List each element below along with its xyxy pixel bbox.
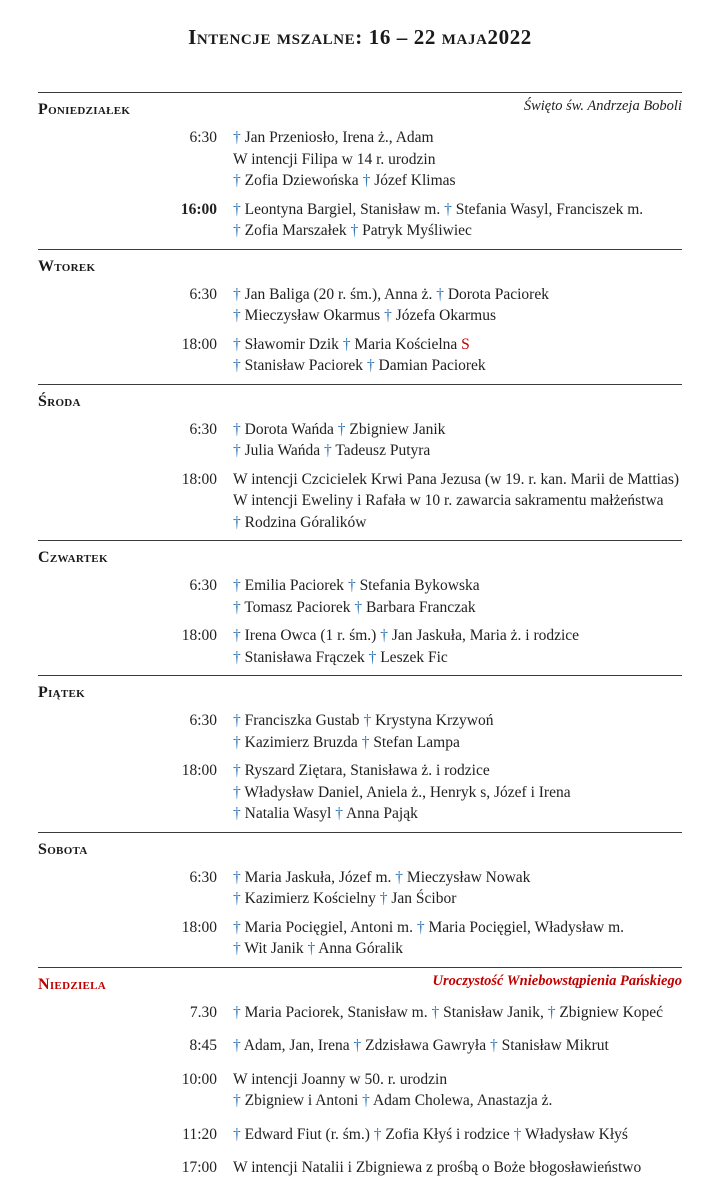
cross-symbol: †	[444, 200, 456, 218]
mass-time: 6:30	[189, 712, 217, 729]
cross-symbol: †	[233, 129, 245, 146]
mass-intentions	[233, 867, 530, 910]
intention-text: Anna Pająk	[345, 805, 418, 822]
mass-entry	[38, 710, 682, 753]
intention-line	[233, 199, 643, 221]
mass-intentions	[233, 1124, 628, 1146]
intention-text: Stefania Bykowska	[359, 577, 480, 594]
mass-entry	[38, 1069, 682, 1112]
intention-text: Barbara Franczak	[365, 598, 476, 616]
intention-line	[233, 355, 486, 377]
day-header	[38, 388, 682, 412]
mass-time: 18:00	[181, 470, 217, 488]
cross-symbol: †	[335, 805, 346, 822]
intention-line	[233, 305, 549, 327]
intention-text: Adam, Jan, Irena	[243, 1037, 354, 1054]
intention-line	[233, 760, 571, 782]
intention-line	[233, 647, 579, 669]
mass-time: 18:00	[181, 918, 217, 936]
day-section-poniedzialek	[38, 92, 682, 249]
cross-symbol: †	[233, 577, 245, 594]
intention-line	[233, 803, 571, 825]
mass-intentions	[233, 1002, 663, 1024]
intention-line	[233, 440, 445, 462]
intention-text: Damian Paciorek	[378, 357, 486, 374]
cross-symbol: †	[233, 307, 245, 324]
mass-entry	[38, 575, 682, 618]
intention-line	[233, 1157, 641, 1179]
intention-text: Jan Baliga (20 r. śm.), Anna ż.	[244, 285, 437, 303]
mass-entry	[38, 625, 682, 668]
intention-text: W intencji Czcicielek Krwi Pana Jezusa (w 19. r. kan. Marii de Mattias)	[233, 470, 680, 488]
mass-time: 7.30	[189, 1003, 217, 1021]
intention-text: W intencji Joanny w 50. r. urodzin	[233, 1070, 448, 1088]
intention-line	[233, 469, 679, 491]
cross-symbol: †	[368, 648, 381, 666]
day-header	[38, 679, 682, 703]
intention-text: Anna Góralik	[318, 940, 404, 957]
intention-text: Edward Fiut (r. śm.)	[244, 1125, 374, 1143]
mass-intentions	[233, 334, 486, 377]
cross-symbol: †	[233, 627, 245, 644]
cross-symbol: †	[350, 222, 363, 239]
intention-text: Julia Wańda	[244, 442, 325, 459]
mass-entry	[38, 199, 682, 242]
mass-intentions	[233, 1157, 641, 1179]
intention-text: Dorota Paciorek	[447, 285, 549, 303]
mass-intentions	[233, 625, 579, 668]
day-header	[38, 836, 682, 860]
mass-intentions	[233, 199, 643, 242]
cross-symbol: †	[233, 1003, 245, 1021]
cross-symbol: †	[233, 598, 245, 616]
cross-symbol: †	[342, 335, 355, 353]
intention-text: Stanisława Frączek	[244, 648, 369, 666]
intention-text: Stanisław Paciorek	[244, 357, 367, 374]
intention-text: Zofia Dziewońska	[244, 172, 363, 189]
day-header	[38, 96, 682, 120]
intention-line	[233, 597, 480, 619]
page-title: Intencje mszalne: 16 – 22 maja2022	[188, 25, 532, 49]
intention-text: Zbigniew Kopeć	[559, 1003, 664, 1021]
cross-symbol: †	[233, 868, 245, 886]
cross-symbol: †	[337, 420, 350, 438]
mass-intentions	[233, 1069, 552, 1112]
intention-text: Tomasz Paciorek	[244, 598, 355, 616]
intention-text: Kazimierz Kościelny	[244, 890, 380, 907]
cross-symbol: †	[362, 1092, 373, 1109]
mass-time: 18:00	[181, 335, 217, 353]
day-name: Wtorek	[38, 257, 96, 275]
mass-intentions	[233, 419, 445, 462]
cross-symbol: †	[363, 712, 376, 729]
cross-symbol: †	[233, 1037, 244, 1054]
intention-text: Maria Kościelna	[354, 335, 462, 353]
mass-entry	[38, 1124, 682, 1146]
cross-symbol: †	[379, 890, 392, 907]
intention-text: Maria Paciorek, Stanisław m.	[244, 1003, 432, 1021]
intention-text: Irena Owca (1 r. śm.)	[244, 627, 381, 644]
intention-line	[233, 867, 530, 889]
intention-line	[233, 625, 579, 647]
cross-symbol: †	[380, 627, 392, 644]
intention-text: Maria Pocięgiel, Antoni m.	[244, 918, 417, 936]
cross-symbol: †	[233, 513, 245, 531]
mass-intentions	[233, 760, 571, 825]
day-note: Święto św. Andrzeja Boboli	[523, 98, 682, 114]
intention-text: Tadeusz Putyra	[335, 442, 431, 459]
schedule	[38, 92, 682, 1186]
intention-text: Władysław Kłyś	[525, 1125, 628, 1143]
intention-text: Ryszard Ziętara, Stanisława ż. i rodzice	[244, 762, 490, 779]
intention-text: Jan Ścibor	[391, 890, 457, 907]
day-header	[38, 253, 682, 277]
mass-time: 10:00	[181, 1070, 217, 1088]
intention-text: Stanisław Mikrut	[501, 1037, 609, 1054]
intention-line	[233, 782, 571, 804]
mass-entry	[38, 917, 682, 960]
cross-symbol: †	[307, 940, 319, 957]
cross-symbol: †	[233, 805, 245, 822]
intention-line	[233, 170, 456, 192]
cross-symbol: †	[436, 285, 448, 303]
intention-text: Józef Klimas	[374, 172, 456, 189]
intention-text: W intencji Natalii i Zbigniewa z prośbą o Boże błogosławieństwo	[233, 1159, 642, 1176]
mass-entry	[38, 760, 682, 825]
cross-symbol: †	[416, 918, 429, 936]
intention-line	[233, 938, 624, 960]
intention-text: Wit Janik	[244, 940, 308, 957]
mass-entry	[38, 1157, 682, 1179]
intention-text: Patryk Myśliwiec	[362, 222, 472, 239]
cross-symbol: †	[233, 940, 245, 957]
cross-symbol: †	[233, 1092, 245, 1109]
mass-intentions	[233, 917, 624, 960]
cross-symbol: †	[366, 357, 379, 374]
cross-symbol: †	[395, 868, 407, 886]
day-name: Sobota	[38, 840, 88, 858]
intention-text: Franciszka Gustab	[244, 712, 364, 729]
mass-entry	[38, 1002, 682, 1024]
intention-text: Zdzisława Gawryła	[365, 1037, 490, 1054]
intention-line	[233, 1090, 552, 1112]
intention-text: Zofia Kłyś i rodzice	[385, 1125, 514, 1143]
mass-time: 6:30	[189, 577, 217, 594]
cross-symbol: †	[362, 172, 375, 189]
intention-text: Maria Jaskuła, Józef m.	[244, 868, 396, 886]
intention-text: W intencji Eweliny i Rafała w 10 r. zawarcia sakramentu małżeństwa	[233, 492, 664, 509]
mass-time: 18:00	[181, 762, 217, 779]
intention-line	[233, 149, 456, 171]
mass-entry	[38, 867, 682, 910]
mass-time: 6:30	[189, 868, 217, 886]
mass-time: 11:20	[182, 1125, 217, 1143]
intention-line	[233, 1035, 609, 1057]
intention-line	[233, 512, 679, 534]
cross-symbol: †	[547, 1003, 560, 1021]
day-section-sobota	[38, 832, 682, 967]
day-header	[38, 971, 682, 995]
intention-text: Leszek Fic	[380, 648, 448, 666]
mass-time: 18:00	[181, 627, 217, 644]
intention-text: Stefan Lampa	[373, 733, 460, 751]
intention-text: Maria Pocięgiel, Władysław m.	[428, 918, 625, 936]
mass-intentions	[233, 284, 549, 327]
intention-text: Sławomir Dzik	[244, 335, 343, 353]
cross-symbol: †	[233, 442, 245, 459]
cross-symbol: †	[233, 357, 245, 374]
intention-text: Kazimierz Bruzda	[244, 733, 362, 751]
mass-intentions	[233, 469, 679, 534]
intention-text: Jan Jaskuła, Maria ż. i rodzice	[391, 627, 580, 644]
intention-text: Władysław Daniel, Aniela ż., Henryk s, Józef i Irena	[244, 783, 571, 801]
cross-symbol: †	[233, 172, 245, 189]
cross-symbol: †	[233, 648, 245, 666]
mass-intentions	[233, 575, 480, 618]
mass-time: 8:45	[189, 1037, 217, 1054]
intention-line	[233, 732, 493, 754]
intention-text: Krystyna Krzywoń	[375, 712, 494, 729]
intention-text: W intencji Filipa w 14 r. urodzin	[233, 150, 436, 168]
intention-line	[233, 284, 549, 306]
intention-line	[233, 1069, 552, 1091]
mass-time: 6:30	[189, 129, 217, 146]
cross-symbol: †	[489, 1037, 502, 1054]
intention-text: Jan Przeniosło, Irena ż., Adam	[244, 129, 434, 146]
intention-text: Zbigniew Janik	[349, 420, 446, 438]
cross-symbol: †	[354, 598, 366, 616]
day-name: Poniedziałek	[38, 101, 131, 118]
day-section-sroda	[38, 384, 682, 541]
mass-intentions	[233, 127, 456, 192]
day-name: Środa	[38, 392, 81, 410]
day-header	[38, 544, 682, 568]
cross-symbol: †	[233, 890, 245, 907]
mass-intentions	[233, 710, 493, 753]
intention-text: Dorota Wańda	[244, 420, 338, 438]
intention-line	[233, 575, 480, 597]
cross-symbol: †	[233, 918, 245, 936]
intention-text: Mieczysław Nowak	[406, 868, 531, 886]
intention-text: Zofia Marszałek	[244, 222, 351, 239]
mass-entry	[38, 334, 682, 377]
intention-line	[233, 127, 456, 149]
intention-line	[233, 334, 486, 356]
day-name: Czwartek	[38, 549, 108, 566]
cross-symbol: †	[373, 1125, 386, 1143]
intention-text: Leontyna Bargiel, Stanisław m.	[244, 200, 445, 218]
mass-entry	[38, 284, 682, 327]
intention-line	[233, 710, 493, 732]
intention-line	[233, 490, 679, 512]
intention-text: Natalia Wasyl	[244, 805, 336, 822]
cross-symbol: †	[233, 712, 245, 729]
intention-text: Zbigniew i Antoni	[244, 1092, 363, 1109]
cross-symbol: †	[233, 420, 245, 438]
cross-symbol: †	[513, 1125, 526, 1143]
day-name: Niedziela	[38, 975, 107, 993]
cross-symbol: †	[233, 200, 245, 218]
intention-line	[233, 917, 624, 939]
mass-time: 6:30	[189, 420, 217, 438]
day-section-piatek	[38, 675, 682, 832]
mass-intentions	[233, 1035, 609, 1057]
intention-line	[233, 419, 445, 441]
cross-symbol: †	[324, 442, 336, 459]
cross-symbol: †	[233, 1125, 245, 1143]
cross-symbol: †	[353, 1037, 366, 1054]
mass-entry	[38, 469, 682, 534]
day-section-niedziela	[38, 967, 682, 1186]
intention-text: Stanisław Janik,	[443, 1003, 548, 1021]
intention-line	[233, 1124, 628, 1146]
intention-text: Mieczysław Okarmus	[244, 307, 385, 324]
cross-symbol: †	[233, 335, 245, 353]
day-note: Uroczystość Wniebowstąpienia Pańskiego	[432, 972, 682, 989]
mass-entry	[38, 1035, 682, 1057]
cross-symbol: †	[233, 733, 245, 751]
intention-line	[233, 220, 643, 242]
mass-time: 17:00	[181, 1159, 217, 1176]
cross-symbol: †	[431, 1003, 444, 1021]
intention-text: Emilia Paciorek	[244, 577, 348, 594]
cross-symbol: †	[347, 577, 360, 594]
intention-text: Józefa Okarmus	[395, 307, 496, 324]
intention-text: Stefania Wasyl, Franciszek m.	[455, 200, 644, 218]
cross-symbol: †	[233, 783, 245, 801]
intention-text: Rodzina Góralików	[244, 513, 367, 531]
intention-line	[233, 888, 530, 910]
mass-time: 6:30	[189, 285, 217, 303]
red-letter: S	[461, 335, 470, 353]
intention-line	[233, 1002, 663, 1024]
day-section-wtorek	[38, 249, 682, 384]
cross-symbol: †	[233, 222, 245, 239]
mass-time: 16:00	[180, 200, 217, 218]
cross-symbol: †	[233, 285, 245, 303]
day-name: Piątek	[38, 684, 86, 701]
intention-text: Adam Cholewa, Anastazja ż.	[372, 1092, 553, 1109]
mass-entry	[38, 419, 682, 462]
day-section-czwartek	[38, 540, 682, 675]
cross-symbol: †	[361, 733, 374, 751]
cross-symbol: †	[233, 762, 245, 779]
cross-symbol: †	[384, 307, 396, 324]
mass-entry	[38, 127, 682, 192]
